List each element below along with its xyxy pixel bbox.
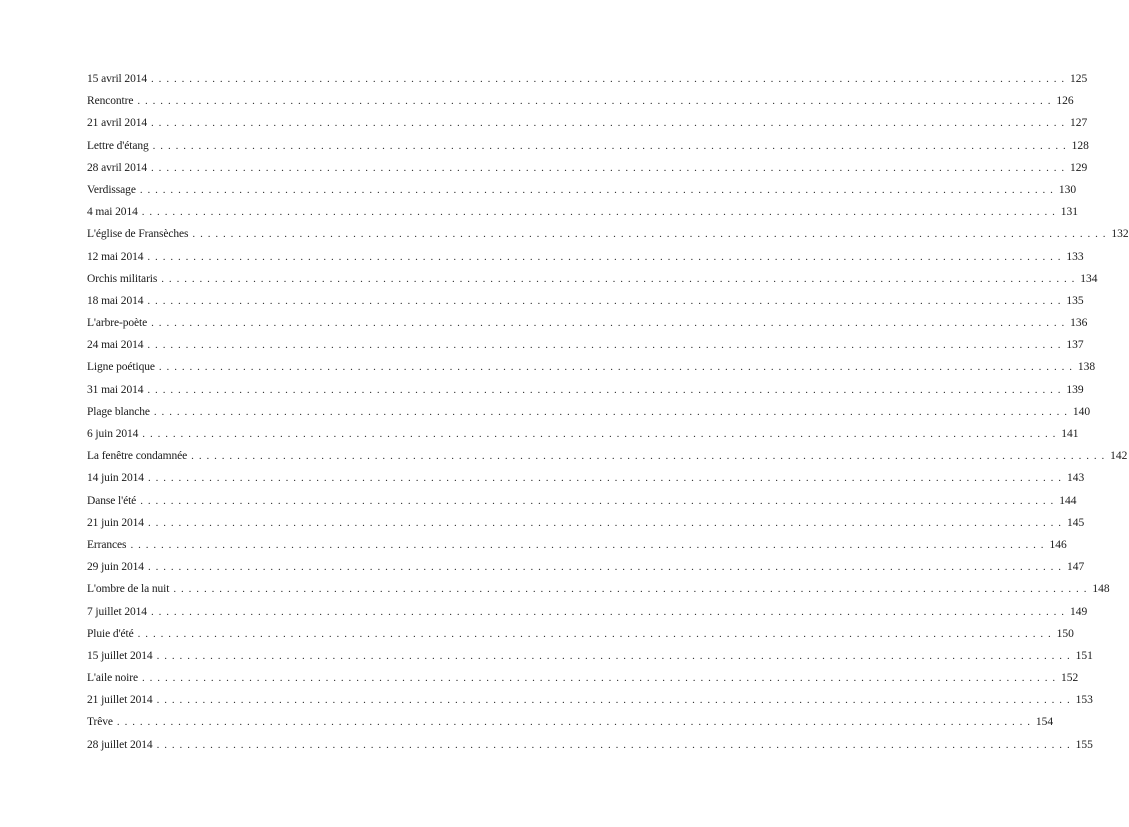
toc-entry: [87, 312, 1088, 334]
toc-entry-title: Lettre d'étang: [87, 139, 149, 152]
toc-entry: [87, 645, 1093, 667]
toc-entry: [87, 490, 1077, 512]
toc-entry-page-number: 152: [1061, 672, 1079, 685]
toc-entry-title: L'église de Fransèches: [87, 228, 189, 241]
toc-entry-page-number: 146: [1049, 538, 1067, 551]
dot-leader: ........................................................................................................................: [191, 450, 1110, 463]
toc-entry-page-number: 155: [1075, 738, 1093, 751]
dot-leader: ........................................................................................................................: [192, 228, 1111, 241]
toc-entry: [87, 423, 1079, 445]
toc-entry-page-number: 139: [1066, 383, 1084, 396]
toc-entry: [87, 578, 1110, 600]
dot-leader: ........................................................................................................................: [152, 139, 1071, 152]
toc-entry-page-number: 130: [1058, 183, 1077, 196]
toc-entry: [87, 246, 1084, 268]
toc-entry-title: Danse l'été: [87, 494, 137, 507]
toc-entry-title: 29 juin 2014: [87, 561, 144, 574]
dot-leader: ........................................................................................................................: [142, 672, 1060, 685]
toc-entry: [87, 157, 1088, 179]
dot-leader: ........................................................................................................................: [147, 383, 1066, 396]
toc-entry-page-number: 129: [1070, 161, 1088, 174]
toc-entry-title: 21 juillet 2014: [87, 694, 153, 707]
toc-entry: [87, 290, 1084, 312]
toc-entry-title: 31 mai 2014: [87, 383, 144, 396]
toc-entry-title: 12 mai 2014: [87, 250, 144, 263]
toc-entry: [87, 112, 1088, 134]
toc-entry-page-number: 135: [1066, 294, 1084, 307]
dot-leader: ........................................................................................................................: [147, 472, 1066, 485]
toc-entry-title: Errances: [87, 538, 127, 551]
toc-entry-page-number: 153: [1075, 694, 1093, 707]
toc-entry-page-number: 147: [1066, 561, 1085, 574]
toc-entry-title: L'arbre-poète: [87, 317, 148, 330]
dot-leader: ........................................................................................................................: [116, 716, 1035, 729]
toc-entry-title: 28 avril 2014: [87, 161, 148, 174]
toc-entry-page-number: 142: [1110, 450, 1128, 463]
toc-entry: [87, 68, 1088, 90]
dot-leader: ........................................................................................................................: [139, 183, 1058, 196]
toc-entry: [87, 711, 1054, 733]
toc-entry-title: Ligne poétique: [87, 361, 155, 374]
dot-leader: ........................................................................................................................: [151, 161, 1070, 174]
toc-entry: [87, 201, 1078, 223]
toc-entry-title: 4 mai 2014: [87, 206, 138, 219]
dot-leader: ........................................................................................................................: [137, 95, 1056, 108]
toc-entry-title: Plage blanche: [87, 405, 150, 418]
toc-entry-title: La fenêtre condamnée: [87, 450, 188, 463]
toc-entry: [87, 356, 1096, 378]
dot-leader: ........................................................................................................................: [161, 272, 1080, 285]
toc-entry-page-number: 140: [1072, 405, 1091, 418]
dot-leader: ........................................................................................................................: [130, 538, 1049, 551]
toc-entry-title: 28 juillet 2014: [87, 738, 153, 751]
toc-entry-page-number: 143: [1066, 472, 1085, 485]
toc-entry: [87, 734, 1093, 756]
dot-leader: ........................................................................................................................: [151, 73, 1070, 85]
dot-leader: ........................................................................................................................: [142, 428, 1061, 440]
toc-entry-title: L'aile noire: [87, 672, 138, 685]
toc-entry-page-number: 137: [1066, 339, 1084, 352]
toc-entry-title: Verdissage: [87, 183, 136, 196]
toc-entry: [87, 401, 1091, 423]
toc-entry-title: 15 juillet 2014: [87, 649, 153, 662]
toc-entry: [87, 445, 1128, 467]
toc-entry-title: 6 juin 2014: [87, 428, 139, 440]
dot-leader: ........................................................................................................................: [147, 250, 1066, 263]
toc-entry-page-number: 154: [1035, 716, 1054, 729]
toc-entry-page-number: 148: [1092, 583, 1110, 596]
dot-leader: ........................................................................................................................: [147, 339, 1066, 352]
toc-entry-title: 21 juin 2014: [87, 516, 144, 529]
toc-entry-page-number: 126: [1056, 95, 1074, 108]
dot-leader: ........................................................................................................................: [156, 649, 1075, 662]
toc-entry-title: 15 avril 2014: [87, 73, 148, 85]
dot-leader: ........................................................................................................................: [147, 516, 1066, 529]
toc-entry-page-number: 133: [1066, 250, 1084, 263]
toc-entry-title: 7 juillet 2014: [87, 605, 147, 618]
toc-entry: [87, 623, 1074, 645]
toc-entry-page-number: 150: [1056, 627, 1074, 640]
dot-leader: ........................................................................................................................: [147, 294, 1066, 307]
toc-entry-page-number: 134: [1080, 272, 1098, 285]
dot-leader: ........................................................................................................................: [153, 405, 1072, 418]
toc-entry: [87, 379, 1084, 401]
toc-entry: [87, 268, 1098, 290]
toc-entry-title: Trêve: [87, 716, 113, 729]
toc-entry: [87, 534, 1067, 556]
dot-leader: ........................................................................................................................: [141, 206, 1060, 219]
toc-entry-title: Pluie d'été: [87, 627, 134, 640]
dot-leader: ........................................................................................................................: [137, 627, 1056, 640]
dot-leader: ........................................................................................................................: [140, 494, 1059, 507]
toc-entry-page-number: 144: [1059, 494, 1077, 507]
toc-entry-title: 18 mai 2014: [87, 294, 144, 307]
dot-leader: ........................................................................................................................: [151, 317, 1070, 330]
dot-leader: ........................................................................................................................: [173, 583, 1092, 596]
table-of-contents: [87, 68, 1129, 756]
toc-entry-page-number: 128: [1071, 139, 1089, 152]
toc-entry-page-number: 127: [1070, 117, 1088, 130]
toc-entry-title: L'ombre de la nuit: [87, 583, 170, 596]
dot-leader: ........................................................................................................................: [158, 361, 1077, 374]
toc-entry-page-number: 125: [1070, 73, 1088, 85]
toc-entry-title: Orchis militaris: [87, 272, 158, 285]
toc-entry: [87, 667, 1079, 689]
toc-entry-page-number: 138: [1077, 361, 1096, 374]
toc-entry-page-number: 132: [1111, 228, 1129, 241]
toc-entry: [87, 334, 1084, 356]
toc-entry-title: 21 avril 2014: [87, 117, 148, 130]
toc-entry-page-number: 149: [1069, 605, 1088, 618]
toc-entry: [87, 467, 1085, 489]
toc-entry-page-number: 151: [1075, 649, 1093, 662]
toc-entry: [87, 556, 1085, 578]
toc-entry: [87, 689, 1093, 711]
dot-leader: ........................................................................................................................: [151, 117, 1070, 130]
dot-leader: ........................................................................................................................: [147, 561, 1066, 574]
dot-leader: ........................................................................................................................: [150, 605, 1069, 618]
toc-entry-title: 24 mai 2014: [87, 339, 144, 352]
toc-entry-title: 14 juin 2014: [87, 472, 144, 485]
toc-entry: [87, 179, 1077, 201]
toc-entry: [87, 512, 1085, 534]
toc-entry: [87, 135, 1089, 157]
toc-entry-page-number: 145: [1066, 516, 1085, 529]
dot-leader: ........................................................................................................................: [156, 738, 1075, 751]
toc-entry: [87, 223, 1129, 245]
toc-entry-page-number: 141: [1061, 428, 1079, 440]
toc-entry: [87, 90, 1074, 112]
toc-entry-title: Rencontre: [87, 95, 134, 108]
toc-entry: [87, 601, 1088, 623]
toc-entry-page-number: 136: [1070, 317, 1088, 330]
dot-leader: ........................................................................................................................: [156, 694, 1075, 707]
toc-entry-page-number: 131: [1060, 206, 1078, 219]
